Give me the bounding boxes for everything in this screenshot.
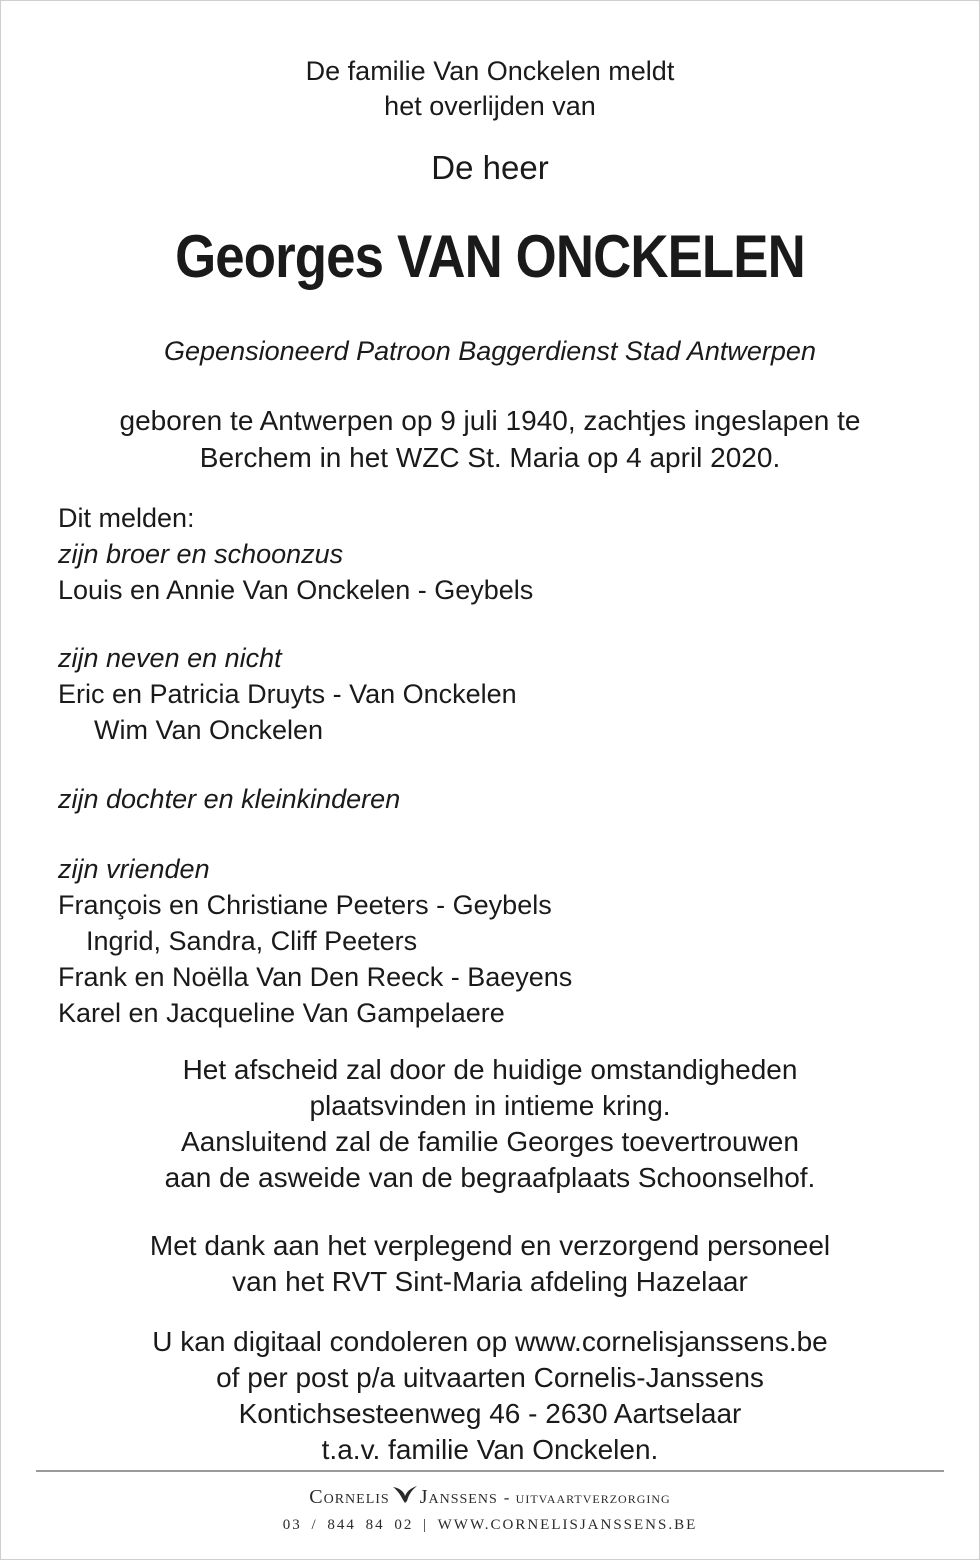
brand-left: Cornelis xyxy=(309,1486,390,1508)
honorific-title: De heer xyxy=(431,149,549,186)
farewell-paragraph xyxy=(0,1052,980,1196)
announcers-list xyxy=(58,500,533,608)
condolences-line: U kan digitaal condoleren op www.cornelisjanssens.be xyxy=(152,1326,828,1357)
thanks-line: Met dank aan het verplegend en verzorgend personeel xyxy=(149,1230,831,1261)
farewell-line: Het afscheid zal door de huidige omstandigheden xyxy=(182,1054,798,1085)
relative-group xyxy=(58,851,572,1031)
farewell-line: aan de asweide van de begraafplaats Schoonselhof. xyxy=(164,1162,816,1193)
relative-name: Eric en Patricia Druyts - Van Onckelen xyxy=(58,679,517,709)
condolences-paragraph xyxy=(0,1324,980,1468)
brand-tail: - uitvaartverzorging xyxy=(503,1488,671,1507)
relative-name: Wim Van Onckelen xyxy=(94,715,324,745)
relative-group-label: zijn neven en nicht xyxy=(58,643,282,673)
funeral-home-logo xyxy=(0,1482,980,1513)
birth-death-info xyxy=(0,402,980,476)
farewell-line: Aansluitend zal de familie Georges toevertrouwen xyxy=(181,1126,799,1157)
relative-group-label: zijn vrienden xyxy=(58,854,210,884)
intro-text xyxy=(0,54,980,124)
farewell-line: plaatsvinden in intieme kring. xyxy=(309,1090,671,1121)
condolences-line: of per post p/a uitvaarten Cornelis-Janssens xyxy=(216,1362,764,1393)
birth-death-line: Berchem in het WZC St. Maria op 4 april 2020. xyxy=(199,442,781,473)
contact-separator: | xyxy=(423,1517,429,1533)
intro-line: De familie Van Onckelen meldt xyxy=(305,56,675,86)
relative-group-label: zijn broer en schoonzus xyxy=(58,539,344,569)
relative-group xyxy=(58,640,517,748)
relative-name: Frank en Noëlla Van Den Reeck - Baeyens xyxy=(58,962,573,992)
relative-name: François en Christiane Peeters - Geybels xyxy=(58,890,552,920)
deceased-name: Georges VAN ONCKELEN xyxy=(175,223,805,290)
brand-right: Janssens xyxy=(419,1486,498,1508)
swallow-icon xyxy=(392,1483,418,1513)
birth-death-line: geboren te Antwerpen op 9 juli 1940, zachtjes ingeslapen te xyxy=(119,405,861,436)
relative-group-label: zijn dochter en kleinkinderen xyxy=(58,784,401,814)
intro-line: het overlijden van xyxy=(384,91,596,121)
thanks-paragraph xyxy=(0,1228,980,1300)
footer-divider xyxy=(36,1470,944,1472)
funeral-home-contact xyxy=(0,1513,980,1537)
condolences-line: t.a.v. familie Van Onckelen. xyxy=(321,1434,659,1465)
thanks-line: van het RVT Sint-Maria afdeling Hazelaar xyxy=(232,1266,748,1297)
website-link[interactable]: WWW.CORNELISJANSSENS.BE xyxy=(437,1517,698,1533)
relative-group xyxy=(58,781,400,817)
relative-name: Karel en Jacqueline Van Gampelaere xyxy=(58,998,505,1028)
phone-number: 03 / 844 84 02 xyxy=(282,1517,414,1533)
condolences-line: Kontichsesteenweg 46 - 2630 Aartselaar xyxy=(238,1398,742,1429)
relative-name: Ingrid, Sandra, Cliff Peeters xyxy=(86,926,418,956)
announcers-heading: Dit melden: xyxy=(58,503,195,533)
relative-name: Louis en Annie Van Onckelen - Geybels xyxy=(58,575,534,605)
profession: Gepensioneerd Patroon Baggerdienst Stad Antwerpen xyxy=(164,336,816,366)
